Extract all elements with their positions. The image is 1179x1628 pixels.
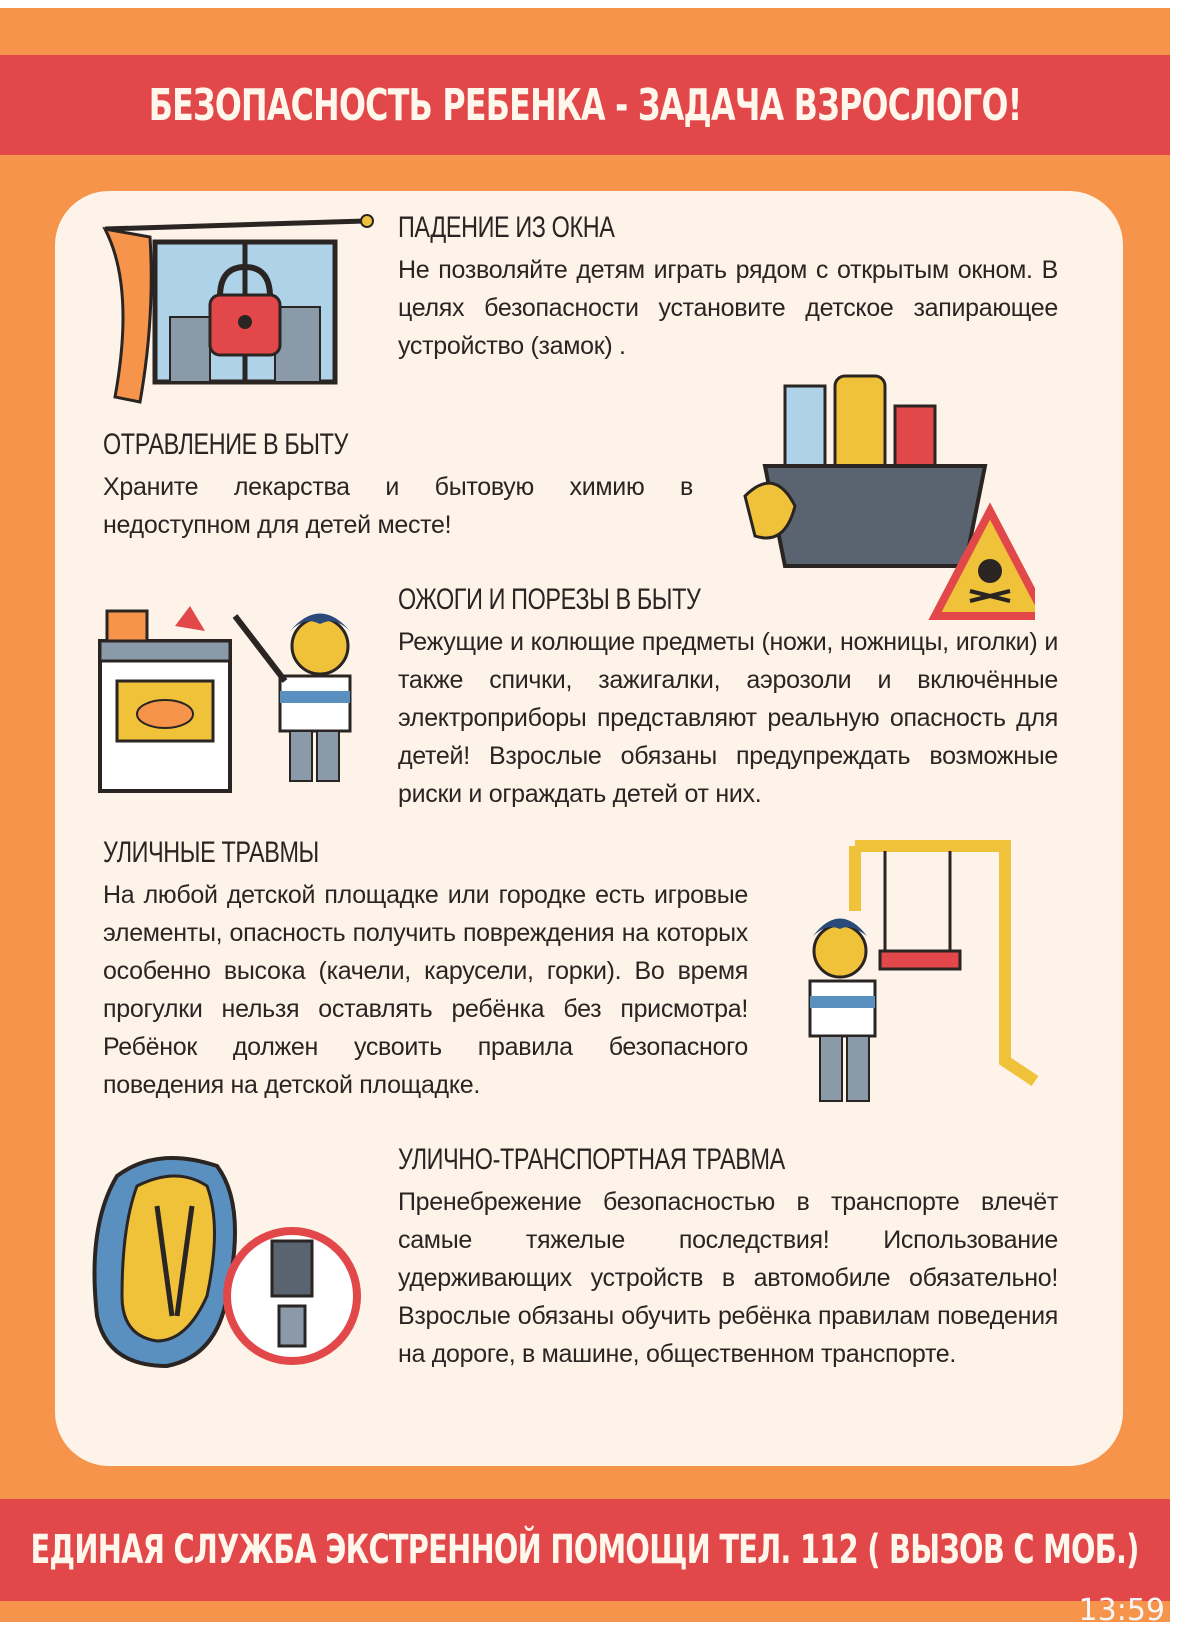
section-burns-cuts bbox=[398, 583, 1058, 813]
section-title: УЛИЧНО-ТРАНСПОРТНАЯ ТРАВМА bbox=[398, 1143, 785, 1176]
window-lock-icon bbox=[95, 207, 385, 422]
content-card bbox=[55, 191, 1123, 1466]
swing-child-icon bbox=[775, 831, 1055, 1141]
footer-banner bbox=[0, 1499, 1170, 1601]
section-street-injuries bbox=[103, 836, 748, 1104]
section-poisoning bbox=[103, 428, 693, 544]
section-text: На любой детской площадке или городке есть игровые элементы, опасность получить повреждения на которых особенно высока (качели, карусели, горки). Во время прогулки нельзя оставлять ребёнка без присмотра! Ребёнок должен усвоить правила безопасного поведения на детской площадке. bbox=[103, 881, 748, 1099]
emergency-phone-text: ЕДИНАЯ СЛУЖБА ЭКСТРЕННОЙ ПОМОЩИ ТЕЛ. 112 ( ВЫЗОВ С МОБ.) bbox=[30, 1527, 1140, 1573]
poster bbox=[0, 8, 1170, 1622]
car-seat-icon bbox=[87, 1146, 367, 1381]
section-title: ОТРАВЛЕНИЕ В БЫТУ bbox=[103, 428, 348, 461]
section-text: Режущие и колющие предметы (ножи, ножницы, иголки) и также спички, зажигалки, аэрозоли и включённые электроприборы представляют реальную опасность для детей! Взрослые обязаны предупреждать возможные риски и ограждать детей от них. bbox=[398, 628, 1058, 808]
poster-title: БЕЗОПАСНОСТЬ РЕБЕНКА - ЗАДАЧА ВЗРОСЛОГО! bbox=[148, 79, 1022, 131]
section-text: Храните лекарства и бытовую химию в недоступном для детей месте! bbox=[103, 473, 693, 539]
section-traffic-injury bbox=[398, 1143, 1058, 1373]
section-window-fall bbox=[398, 211, 1058, 365]
section-title: УЛИЧНЫЕ ТРАВМЫ bbox=[103, 836, 319, 869]
stove-child-icon bbox=[95, 586, 385, 801]
section-text: Пренебрежение безопасностью в транспорте влечёт самые тяжелые последствия! Использование удерживающих устройств в автомобиле обязательно! Взрослые обязаны обучить ребёнка правилам поведения на дороге, в машине, общественном транспорте. bbox=[398, 1188, 1058, 1368]
section-title: ОЖОГИ И ПОРЕЗЫ В БЫТУ bbox=[398, 583, 701, 616]
status-time: 13:59 bbox=[1078, 1593, 1165, 1628]
header-banner bbox=[0, 55, 1170, 155]
section-text: Не позволяйте детям играть рядом с открытым окном. В целях безопасности установите детское запирающее устройство (замок) . bbox=[398, 256, 1058, 360]
section-title: ПАДЕНИЕ ИЗ ОКНА bbox=[398, 211, 615, 244]
